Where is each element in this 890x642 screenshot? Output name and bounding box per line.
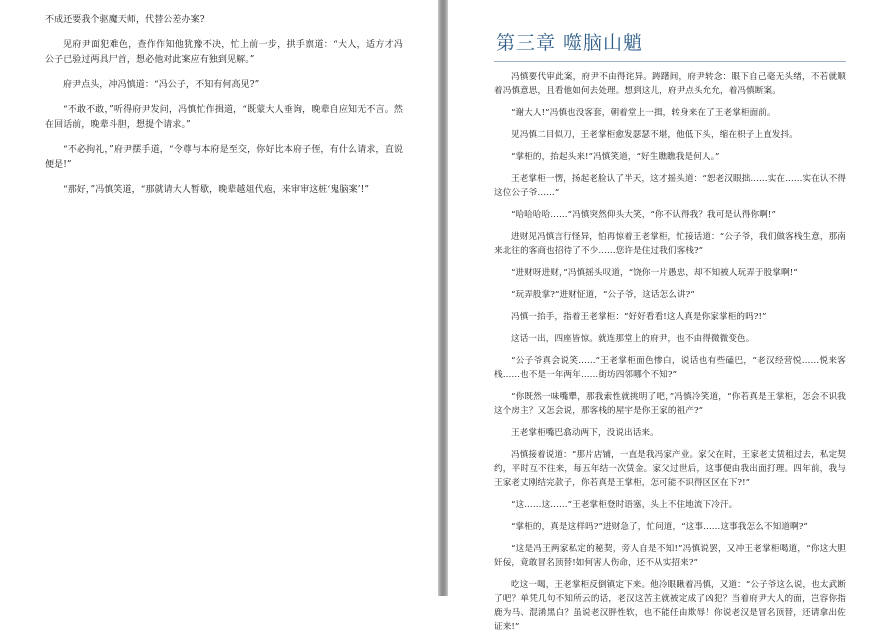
right-page-text <box>494 70 846 642</box>
paragraph: “你既然一味嘴犟，那我索性就挑明了吧，”冯慎冷笑道，“你若真是王掌柜，怎会不识我这个房主？又怎会说，那客栈的屋宇是你王家的祖产?” <box>494 392 846 416</box>
paragraph: “谢大人!”冯慎也没客套，朝着堂上一揖，转身来在了王老掌柜面前。 <box>511 108 776 118</box>
paragraph: “这……这……”王老掌柜登时语塞，头上不住地流下冷汗。 <box>511 500 738 510</box>
paragraph: 进财见冯慎言行怪异，怕再惊着王老掌柜，忙接话道：“公子爷，我们做客栈生意，那南来北往的客商也招待了不少……您许是住过我们客栈?” <box>494 232 846 256</box>
paragraph: “进财呀进财，”冯慎摇头叹道，“饶你一片愚忠，却不知被人玩弄于股掌啊!” <box>511 268 798 278</box>
chapter-title: 第三章 噬脑山魈 <box>496 32 644 54</box>
paragraph: 冯慎接着说道：“那片店铺，一直是我冯家产业。家父在时，王家老丈赁租过去，私定契约，平时互不往来，每五年结一次赁金。家父过世后，这事便由我出面打理。四年前，我与王家老丈刚结完款子，你若真是王掌柜，怎可能不识得区区在下?!” <box>494 450 846 488</box>
book-spine-divider <box>438 0 448 596</box>
paragraph: “掌柜的，抬起头来!”冯慎笑道，“好生瞧瞧我是何人。” <box>511 152 720 162</box>
paragraph: “这是冯王两家私定的秘契，旁人自是不知!”冯慎说罢，又冲王老掌柜喝道，“你这大胆奸佞，竟敢冒名顶替!如何害人伤命，还不从实招来?” <box>494 544 846 568</box>
paragraph: “公子爷真会说笑……”王老掌柜面色惨白，说话也有些磕巴，“老汉经营悦……悦来客栈……也不是一年两年……街坊四邻哪个不知?” <box>494 356 846 380</box>
paragraph: 吃这一喝，王老掌柜反倒镇定下来。他冷眼瞅着冯慎，又道：“公子爷这么说，也太武断了吧？单凭几句不知所云的话，老汉这苦主就被定成了凶犯？当着府尹大人的面，岂容你指鹿为马、混淆黑白？虽说老汉胖性软，也不能任由欺辱！你说老汉是冒名顶替，还请拿出佐证来!” <box>494 580 846 632</box>
paragraph: 这话一出，四座皆惊。就连那堂上的府尹，也不由得微微变色。 <box>511 334 755 344</box>
paragraph: 冯慎要代审此案，府尹不由得诧异。踌躇间，府尹转念：眼下自己毫无头绪，不若就顺着冯慎意思，且看他如何去处理。想到这儿，府尹点头允允，着冯慎断案。 <box>494 72 846 96</box>
left-page-text <box>45 13 403 208</box>
paragraph: “玩弄股掌?”进财怔道，“公子爷，这话怎么讲?” <box>511 290 695 300</box>
paragraph: 不成还要我个驱魔天师，代替公差办案? <box>45 15 205 25</box>
paragraph: “不必拘礼，”府尹摆手道，“令尊与本府是至交，你好比本府子侄，有什么请求，直说便是!” <box>45 145 403 170</box>
paragraph: “不敢不敢，”听得府尹发问，冯慎忙作揖道，“既蒙大人垂询，晚辈自应知无不言。然在回话前，晚辈斗胆，想提个请求。” <box>45 105 403 130</box>
paragraph: “那好，”冯慎笑道，“那就请大人暂歇，晚辈越俎代庖，来审审这桩‘鬼脑案’!” <box>63 185 370 195</box>
paragraph: 冯慎一抬手，指着王老掌柜：“好好看看!这人真是你家掌柜的吗?!” <box>511 312 767 322</box>
paragraph: 府尹点头，冲冯慎道：“冯公子，不知有何高见?” <box>63 80 260 90</box>
left-page <box>0 0 438 596</box>
paragraph: 见冯慎二目似刀，王老掌柜愈发瑟瑟不堪，他低下头，缩在枳子上直发抖。 <box>511 130 798 140</box>
paragraph: 见府尹面犯难色，查作作知他犹豫不决，忙上前一步，拱手禀道：“大人，适方才冯公子已验过两具尸首，想必他对此案应有独到见解。” <box>45 40 403 65</box>
paragraph: 王老掌柜嘴巴翕动两下，没说出话来。 <box>511 428 659 438</box>
paragraph: 王老掌柜一愣，扬起老脸认了半天，这才摇头道：“恕老汉眼拙……实在……实在认不得这位公子爷……” <box>494 174 846 198</box>
paragraph: “掌柜的，真是这样吗?”进财急了，忙问道，“这事……这事我怎么不知道啊?” <box>511 522 808 532</box>
paragraph: “哈哈哈哈……”冯慎突然仰头大笑，“你不认得我？我可是认得你啊!” <box>511 210 776 220</box>
title-underline <box>494 61 846 62</box>
